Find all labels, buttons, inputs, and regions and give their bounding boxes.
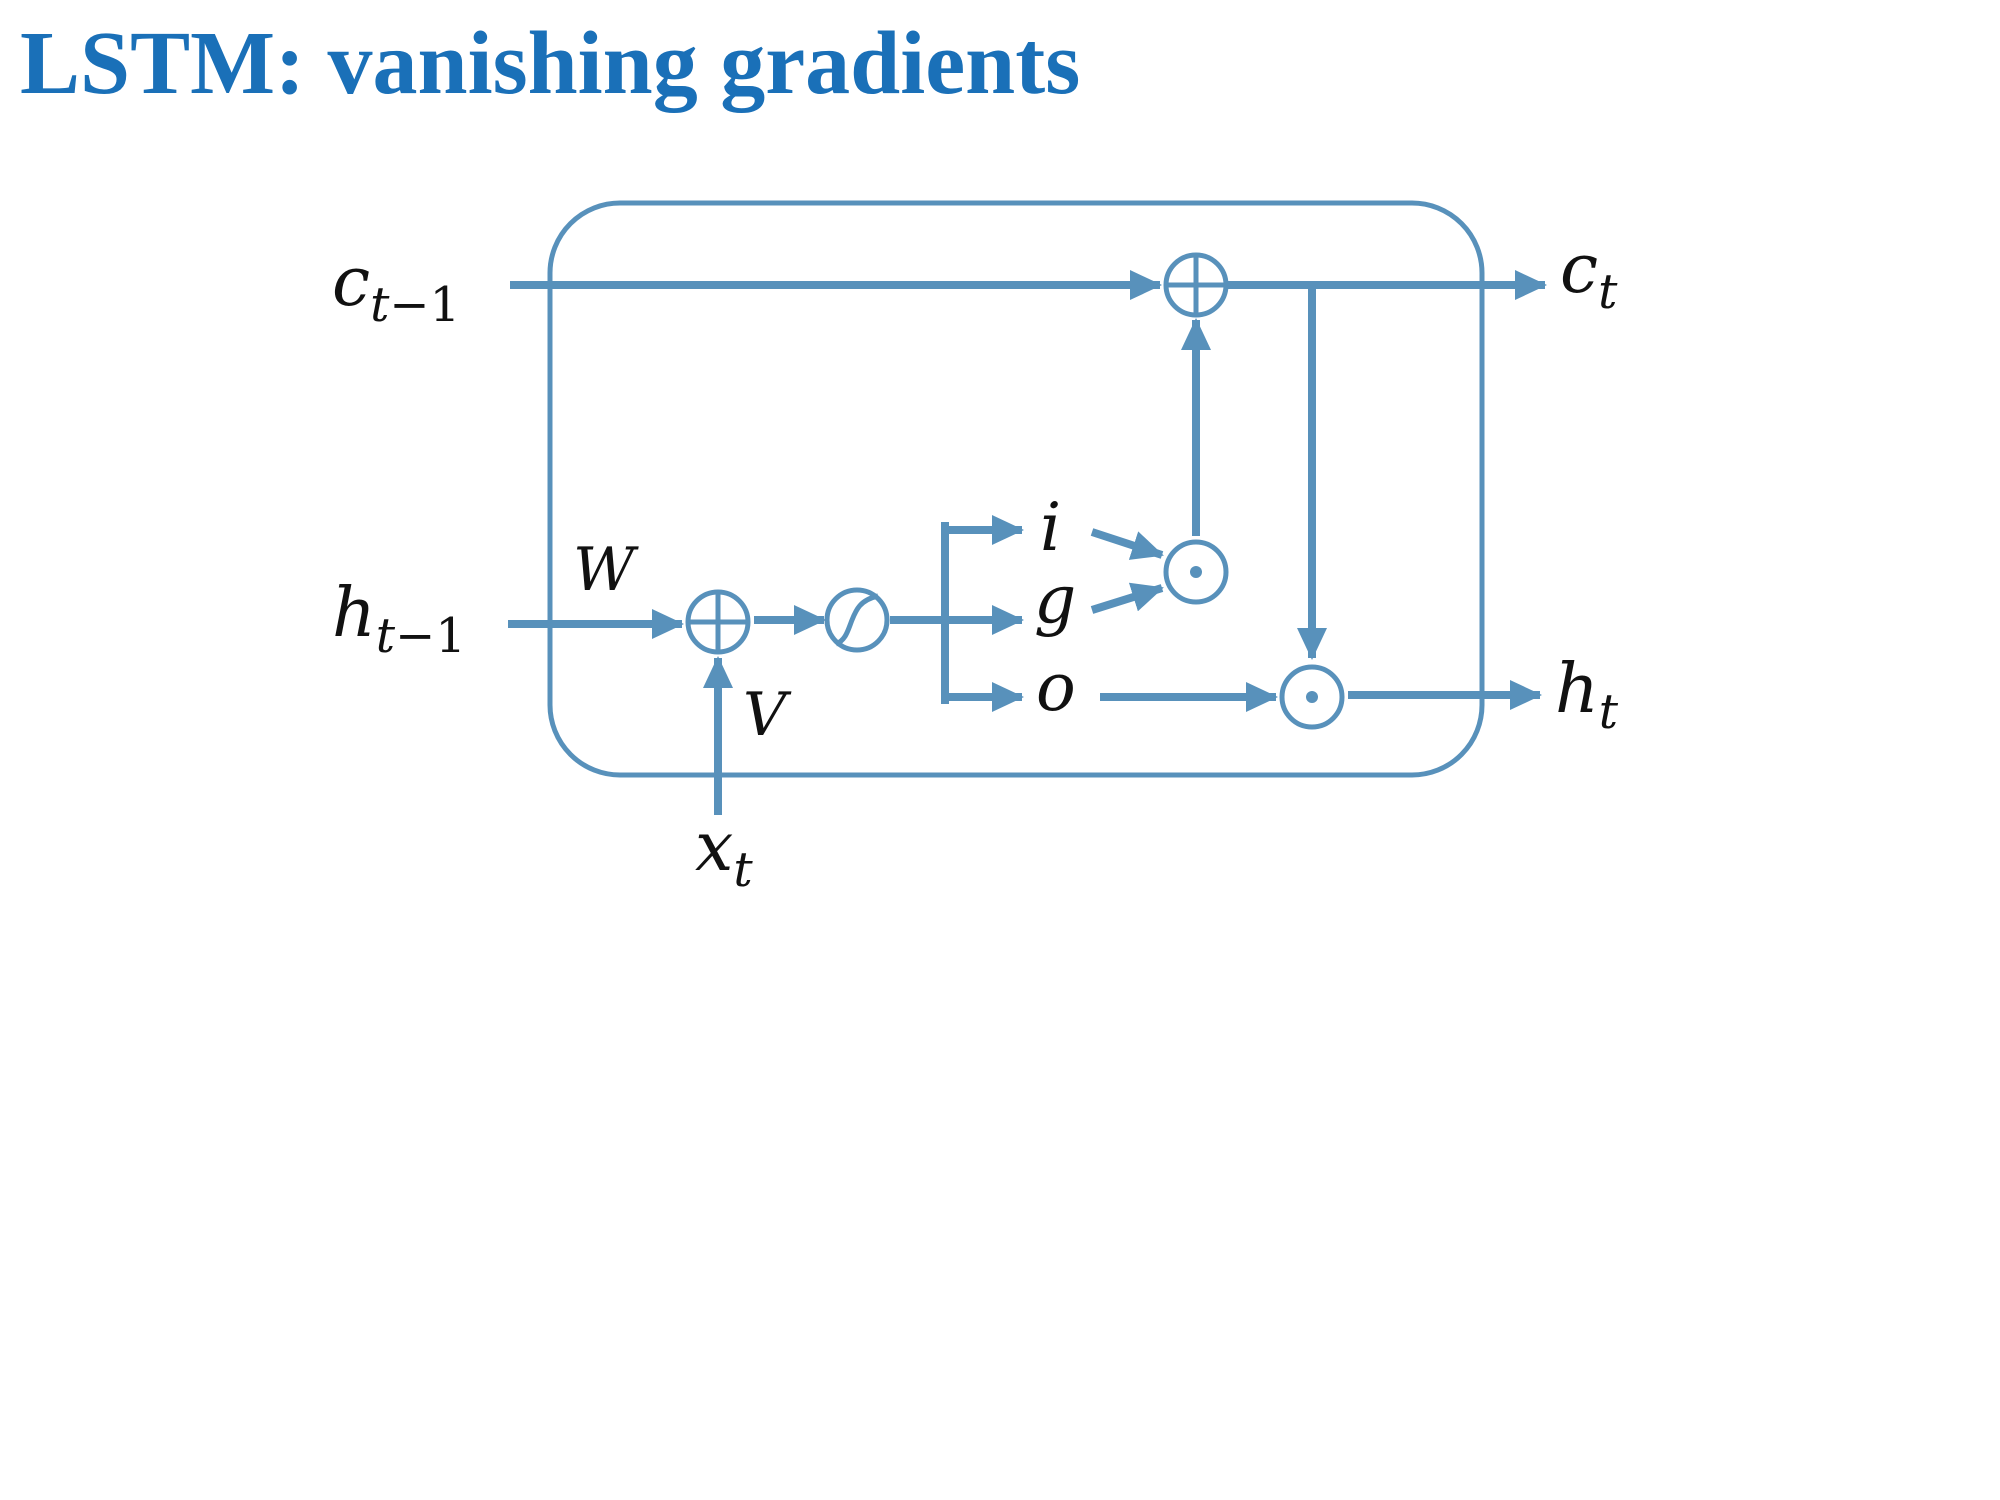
input-gate-multiply-node	[1166, 542, 1226, 602]
label-w-weight: W	[573, 535, 635, 605]
label-gate-o: o	[1036, 649, 1076, 726]
label-v-weight: V	[743, 680, 787, 750]
cell-add-node	[1166, 255, 1226, 315]
label-gate-i: i	[1040, 489, 1062, 566]
i-to-multiply-arrow	[1092, 532, 1162, 555]
g-to-multiply-arrow	[1092, 588, 1162, 610]
label-c-prev: ct−1	[332, 243, 461, 333]
activation-node	[827, 590, 887, 650]
slide-title: LSTM: vanishing gradients	[20, 14, 1081, 113]
label-h-out: ht	[1555, 650, 1619, 740]
label-h-prev: ht−1	[332, 574, 466, 664]
label-x-input: xt	[695, 808, 753, 898]
output-gate-multiply-node	[1282, 667, 1342, 727]
label-gate-g: g	[1034, 561, 1077, 638]
label-c-out: ct	[1560, 230, 1618, 320]
input-sum-node	[688, 592, 748, 652]
